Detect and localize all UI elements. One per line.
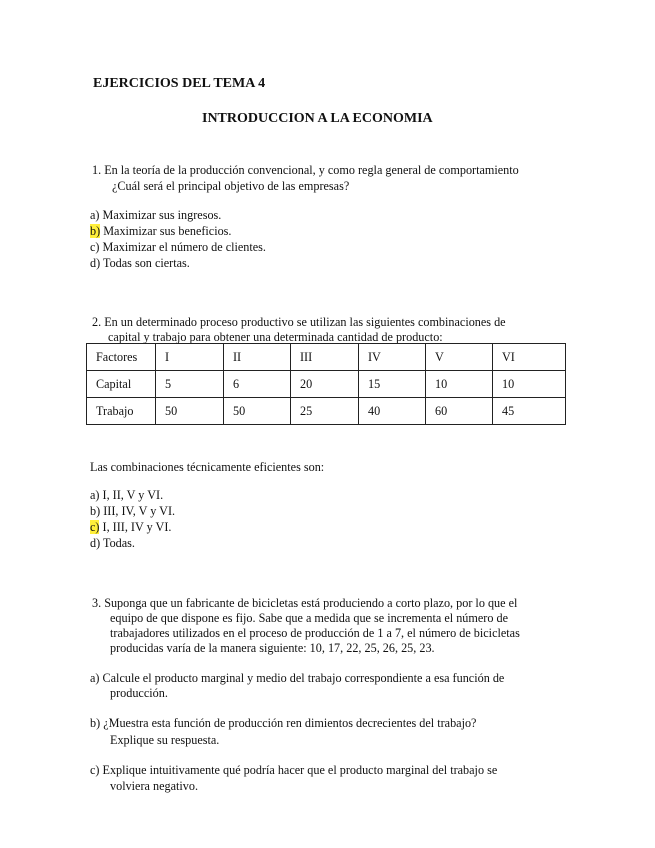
q3-part-a-line1: a) Calcule el producto marginal y medio del trabajo correspondiente a esa función de [90, 671, 505, 685]
q1-option-b [90, 224, 231, 239]
option-text: I, II, V y VI. [102, 488, 164, 502]
q3-statement-line4: producidas varía de la manera siguiente: 10, 17, 22, 25, 26, 25, 23. [110, 641, 435, 655]
option-marker-highlighted: b) [90, 224, 101, 238]
q1-option-a [90, 208, 221, 223]
table-cell: II [224, 344, 291, 371]
table-cell: 25 [291, 398, 359, 425]
table-cell: Factores [87, 344, 156, 371]
table-cell: V [426, 344, 493, 371]
table-cell: I [156, 344, 224, 371]
q2-option-c [90, 520, 171, 535]
table-cell: IV [359, 344, 426, 371]
option-marker: a) [90, 488, 100, 502]
table-cell: 6 [224, 371, 291, 398]
table-cell: 40 [359, 398, 426, 425]
q2-option-d [90, 536, 135, 551]
q3-part-c-line1: c) Explique intuitivamente qué podría hacer que el producto marginal del trabajo se [90, 763, 498, 777]
q2-option-b [90, 504, 175, 519]
q3-part-c-line2: volviera negativo. [110, 779, 198, 793]
q1-option-d [90, 256, 190, 271]
table-cell: 10 [493, 371, 566, 398]
table-cell: 50 [224, 398, 291, 425]
option-text: Maximizar sus beneficios. [103, 224, 232, 238]
table-cell: 10 [426, 371, 493, 398]
option-marker: d) [90, 536, 101, 550]
page-subtitle: INTRODUCCION A LA ECONOMIA [202, 111, 433, 126]
table-cell: 60 [426, 398, 493, 425]
table-cell: Capital [87, 371, 156, 398]
option-marker-highlighted: c) [90, 520, 100, 534]
table-cell: III [291, 344, 359, 371]
factors-table [86, 343, 566, 425]
q3-statement-line2: equipo de que dispone es fijo. Sabe que a medida que se incrementa el número de [110, 611, 508, 625]
q2-prompt: Las combinaciones técnicamente eficientes son: [90, 460, 325, 474]
page-title: EJERCICIOS DEL TEMA 4 [93, 76, 266, 91]
option-marker: b) [90, 504, 101, 518]
option-marker: a) [90, 208, 100, 222]
table-header-row [87, 344, 566, 371]
q3-statement-line3: trabajadores utilizados en el proceso de producción de 1 a 7, el número de bicicletas [110, 626, 520, 640]
q2-statement-line2: capital y trabajo para obtener una determinada cantidad de producto: [108, 330, 443, 344]
table-cell: 50 [156, 398, 224, 425]
option-text: Todas son ciertas. [102, 256, 190, 270]
q3-part-b-line1: b) ¿Muestra esta función de producción ren dimientos decrecientes del trabajo? [90, 716, 477, 730]
q1-statement-line1: 1. En la teoría de la producción convencional, y como regla general de comportamiento [92, 163, 519, 177]
q1-statement-line2: ¿Cuál será el principal objetivo de las empresas? [112, 179, 350, 193]
table-row [87, 398, 566, 425]
option-text: I, III, IV y VI. [102, 520, 172, 534]
table-cell: Trabajo [87, 398, 156, 425]
table-cell: VI [493, 344, 566, 371]
option-text: III, IV, V y VI. [103, 504, 176, 518]
table-cell: 5 [156, 371, 224, 398]
table-row [87, 371, 566, 398]
table-cell: 20 [291, 371, 359, 398]
q3-statement-line1: 3. Suponga que un fabricante de bicicletas está produciendo a corto plazo, por lo que el [92, 596, 518, 610]
q2-statement-line1: 2. En un determinado proceso productivo se utilizan las siguientes combinaciones de [92, 315, 506, 329]
table-cell: 45 [493, 398, 566, 425]
option-text: Maximizar sus ingresos. [102, 208, 222, 222]
q2-option-a [90, 488, 163, 503]
q3-part-a-line2: producción. [110, 686, 168, 700]
option-text: Maximizar el número de clientes. [102, 240, 266, 254]
option-marker: d) [90, 256, 101, 270]
option-marker: c) [90, 240, 100, 254]
q1-option-c [90, 240, 266, 255]
option-text: Todas. [102, 536, 135, 550]
table-cell: 15 [359, 371, 426, 398]
q3-part-b-line2: Explique su respuesta. [110, 733, 220, 747]
